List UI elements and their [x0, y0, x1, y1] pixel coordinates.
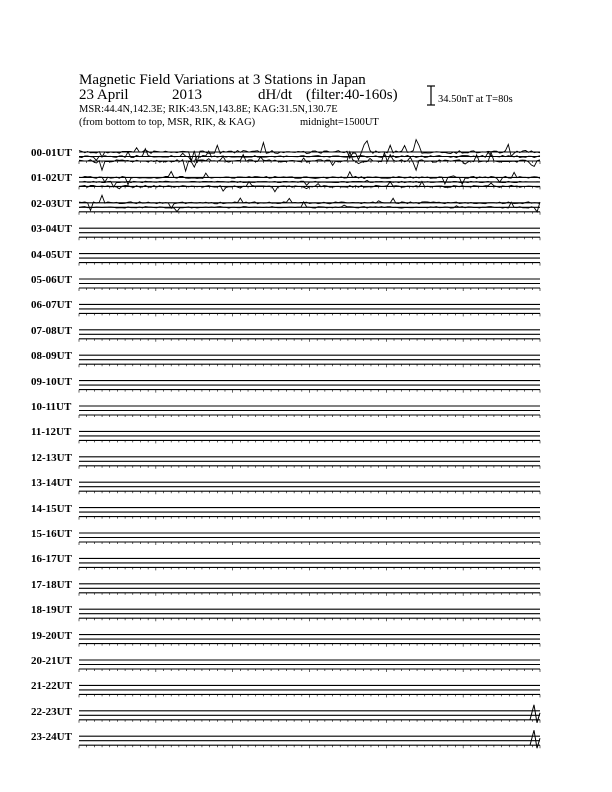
row-label: 06-07UT [31, 299, 72, 312]
row-label: 16-17UT [31, 553, 72, 566]
row-label: 21-22UT [31, 680, 72, 693]
row-label: 20-21UT [31, 655, 72, 667]
midnight-info: midnight=1500UT [300, 117, 379, 128]
row-label: 01-02UT [31, 172, 72, 185]
row-label: 05-06UT [31, 274, 72, 286]
row-label: 17-18UT [31, 578, 72, 591]
row-label: 09-10UT [31, 375, 72, 388]
station-trace [79, 149, 540, 162]
row-label: 00-01UT [31, 147, 72, 159]
row-label: 02-03UT [31, 197, 72, 210]
row-label: 04-05UT [31, 248, 72, 261]
row-label: 10-11UT [31, 401, 72, 413]
row-label: 15-16UT [31, 528, 72, 540]
year-label: 2013 [172, 87, 202, 103]
row-label: 14-15UT [31, 502, 72, 515]
row-label: 07-08UT [31, 324, 72, 337]
measure-label: dH/dt [258, 87, 293, 103]
station-trace [79, 182, 540, 192]
row-label: 19-20UT [31, 629, 72, 642]
row-label: 11-12UT [31, 426, 72, 439]
station-trace [79, 140, 540, 163]
row-label: 23-24UT [31, 731, 72, 744]
date-label: 23 April [79, 87, 129, 103]
row-label: 12-13UT [31, 451, 72, 464]
chart-title: Magnetic Field Variations at 3 Stations in Japan [79, 72, 366, 88]
filter-label: (filter:40-160s) [306, 87, 398, 103]
row-label: 22-23UT [31, 705, 72, 718]
row-label: 08-09UT [31, 350, 72, 363]
stations-info: MSR:44.4N,142.3E; RIK:43.5N,143.8E; KAG:31.5N,130.7E [79, 104, 338, 115]
row-label: 03-04UT [31, 223, 72, 236]
row-label: 18-19UT [31, 604, 72, 617]
scale-label: 34.50nT at T=80s [438, 94, 513, 105]
row-label: 13-14UT [31, 477, 72, 490]
station-order-info: (from bottom to top, MSR, RIK, & KAG) [79, 117, 256, 128]
